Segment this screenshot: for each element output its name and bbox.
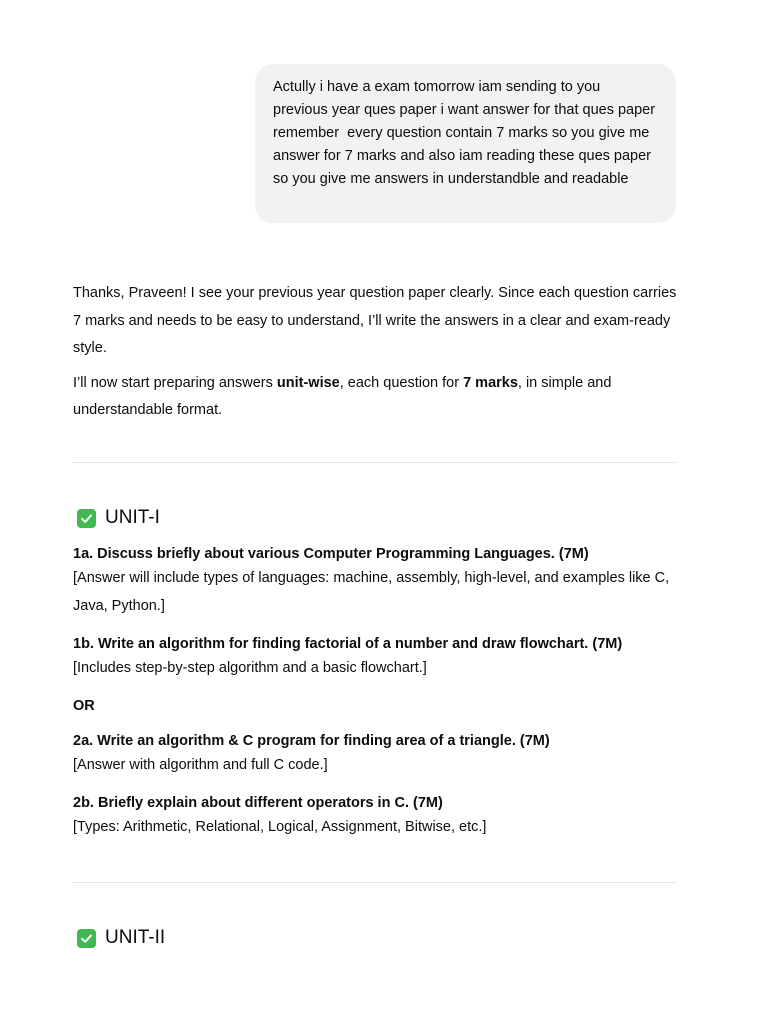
unit-title: UNIT-I	[105, 507, 160, 528]
assistant-plan	[73, 370, 677, 425]
user-message-bubble: Actully i have a exam tomorrow iam sending to you previous year ques paper i want answer for that ques paper remember every question contain 7 marks so you give me answer for 7 marks and also iam reading these ques paper so you give me answers in understandble and readable	[255, 64, 676, 223]
question-title: 1a. Discuss briefly about various Computer Programming Languages. (7M)	[73, 546, 589, 562]
question-1b	[73, 633, 677, 683]
check-mark-button-icon	[77, 929, 96, 948]
question-1a	[73, 543, 677, 620]
plan-mid: , each question for	[339, 374, 464, 391]
question-title: 2b. Briefly explain about different operators in C. (7M)	[73, 795, 443, 811]
question-answer: [Answer with algorithm and full C code.]	[73, 757, 328, 773]
section-divider	[73, 882, 677, 883]
plan-prefix: I’ll now start preparing answers	[73, 374, 277, 391]
plan-suffix: , in simple and understandable format.	[73, 374, 612, 418]
unit-heading-1	[73, 507, 160, 529]
question-2a	[73, 730, 677, 780]
unit-title: UNIT-II	[105, 927, 166, 948]
plan-bold-marks: 7 marks	[463, 374, 518, 391]
section-divider	[73, 462, 677, 463]
unit-heading-2	[73, 927, 165, 949]
question-2b	[73, 792, 677, 842]
assistant-response	[73, 280, 677, 425]
question-answer: [Types: Arithmetic, Relational, Logical, Assignment, Bitwise, etc.]	[73, 819, 487, 835]
check-mark-button-icon	[77, 509, 96, 528]
question-title: 2a. Write an algorithm & C program for finding area of a triangle. (7M)	[73, 733, 550, 749]
assistant-intro: Thanks, Praveen! I see your previous year question paper clearly. Since each question carries 7 marks and needs to be easy to understand, I’ll write the answers in a clear and exam-ready style.	[73, 285, 677, 356]
question-answer: [Answer will include types of languages: machine, assembly, high-level, and examples like C, Java, Python.]	[73, 570, 670, 614]
plan-bold-unitwise: unit-wise	[276, 374, 340, 391]
question-title: 1b. Write an algorithm for finding factorial of a number and draw flowchart. (7M)	[73, 636, 623, 652]
question-answer: [Includes step-by-step algorithm and a basic flowchart.]	[73, 660, 427, 676]
or-separator: OR	[73, 698, 95, 714]
